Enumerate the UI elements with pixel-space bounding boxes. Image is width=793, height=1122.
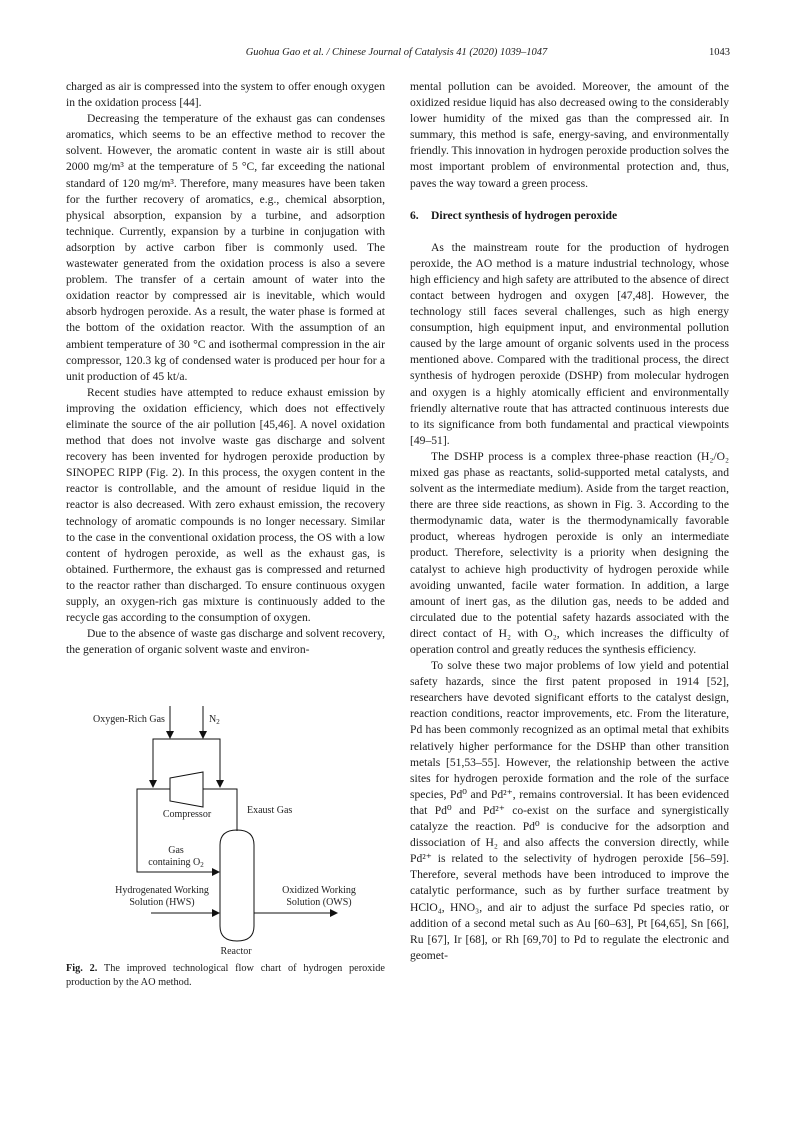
figure-2-flow-chart (66, 700, 385, 965)
paragraph: The DSHP process is a complex three-phase reaction (H₂/O₂ mixed gas phase as reactants, solid-supported metal catalysts, and solvent as the intermediate medium). Aside from the target reaction, there are three side reactions, as shown in Fig. 3. According to the thermodynamic data, water is the thermodynamically favorable product, whereas hydrogen peroxide is only an intermediate product. Therefore, selectivity is a priority when designing the catalyst to achieve high productivity of hydrogen peroxide while avoiding unwanted, facile water formation. In addition, a large amount of inert gas, as the dilution gas, needs to be added and circulated due to the potential safety hazards associated with the direct contact of H₂ with O₂, which increases the difficulty of operation control and greatly reduces the synthesis efficiency. (410, 449, 729, 656)
section-number: 6. (410, 208, 419, 222)
manifold-line (153, 739, 220, 784)
label-hws-line2: Solution (HWS) (129, 897, 195, 908)
paragraph: Due to the absence of waste gas discharge and solvent recovery, the generation of organic solvent waste and environ- (66, 627, 385, 657)
label-compressor: Compressor (162, 809, 212, 820)
label-ows-line2: Solution (OWS) (286, 897, 352, 908)
paragraph: To solve these two major problems of low yield and potential safety hazards, since the first patent proposed in 1914 [52], researchers have devoted significant efforts to the catalyst design, reaction conditions, reactor improvements, etc. From the literature, Pd has been commonly recognized as an optimal metal that exhibits relatively higher performance for the DSHP than other transition metals [51,53–55]. However, the relationship between the active sites for hydrogen peroxide formation and the role of the surface species, Pd⁰ and Pd²⁺, remains controversial. It has been evidenced that Pd⁰ and Pd²⁺ co-exist on the surface and synergistically catalyze the reaction. Pd⁰ is conducive for the adsorption and dissociation of H₂ and also affects the conversion directly, while Pd²⁺ is related to the selectivity of hydrogen peroxide [56–59]. Therefore, several methods have been introduced to improve the catalytic performance, such as by further surface treatment by HClO₄, HNO₃, and air to adjust the surface Pd species ratio, or addition of a second metal such as Au [60–63], Pt [64,65], Sn [66], Ru [67], Ir [68], or Rh [69,70] to Pd to regulate the electronic and geomet- (410, 659, 729, 962)
paragraph: Recent studies have attempted to reduce exhaust emission by improving the oxidation efficiency, which does not effectively eliminate the source of the air pollution [45,46]. A novel oxidation method that does not involve waste gas discharge and solvent recovery has been invented for hydrogen peroxide production by SINOPEC RIPP (Fig. 2). In this process, the oxygen content in the reactor is controllable, and the amount of residue liquid in the reactor is also decreased. With zero exhaust emission, the recovery technology of aromatic compounds is no longer necessary. Similar to the case in the conventional oxidation process, the OS with a low content of hydrogen peroxide, as well as the exhaust gas, is obtained. Furthermore, the exhaust gas is compressed and returned to the reactor rather than discharged. To ensure continuous oxygen supply, an oxygen-rich gas mixture is continuously added to the recycle gas according to the consumption of oxygen. (66, 385, 385, 625)
paragraph: charged as air is compressed into the system to offer enough oxygen in the oxidation process [44]. (66, 80, 385, 110)
flow-chart-diagram (66, 700, 385, 965)
paragraph: Decreasing the temperature of the exhaust gas can condenses aromatics, which seems to be an effective method to recover the solvent. However, the aromatic content in waste air is still about 2000 mg/m³ at the temperature of 5 °C, far exceeding the national standard of 120 mg/m³. Therefore, many measures have been taken for the further recovery of aromatics, e.g., chemical absorption, physical absorption, expansion by a turbine, and adsorption technique. Currently, expansion by a turbine in conjugation with adsorption by active carbon fiber is commonly used. The wastewater generated from the oxidation process is also a severe problem. The transfer of a certain amount of water into the oxidation reactor by compressed air is inevitable, which would absorb hydrogen peroxide. As a result, the water phase is formed at the bottom of the oxidation reactor. With the assumption of an ambient temperature of 30 °C and isothermal compression in the air compressor, 120.3 kg of condensed water is produced per hour for a unit production of 45 kt/a. (66, 112, 385, 383)
left-column (66, 79, 385, 658)
label-ows-line1: Oxidized Working (282, 885, 356, 896)
section-title: Direct synthesis of hydrogen peroxide (431, 208, 618, 222)
journal-reference: Guohua Gao et al. / Chinese Journal of Catalysis 41 (2020) 1039–1047 (245, 47, 548, 58)
label-exhaust-gas: Exaust Gas (247, 805, 293, 816)
paragraph: As the mainstream route for the production of hydrogen peroxide, the AO method is a mature industrial technology, whose high efficiency and high safety are attributed to the absence of direct contact between hydrogen and oxygen [47,48]. However, the technology still faces several challenges, such as high energy consumption, high equipment input, and environmental pollution caused by the large amount of organic solvents used in the process mentioned above. Compared with the traditional process, the direct synthesis of hydrogen peroxide (DSHP) from molecular hydrogen and oxygen is a highly atomically efficient and environmentally friendly alternative route that has attracted continuous interests due to its significance from both fundamental and practical viewpoints [49–51]. (410, 240, 729, 447)
label-reactor: Reactor (220, 946, 252, 957)
paragraph: mental pollution can be avoided. Moreover, the amount of the oxidized residue liquid has also decreased owing to the considerably lower humidity of the mixed gas than the compressed air. In summary, this method is safe, energy-saving, and environmentally friendly. This innovation in hydrogen peroxide production solves the most important problem of environmental protection and, thus, paves the way toward a green process. (410, 80, 729, 190)
label-n2: $N_2$ (209, 714, 220, 726)
page-number: 1043 (709, 47, 730, 58)
label-containing-o2: containing $O_2$ (148, 857, 204, 869)
figure-caption (66, 962, 385, 990)
right-column (410, 79, 729, 964)
reactor-vessel (220, 830, 254, 941)
compressor-symbol (170, 772, 203, 807)
caption-text: The improved technological flow chart of hydrogen peroxide production by the AO method. (66, 963, 385, 988)
caption-label: Fig. 2. (66, 963, 98, 974)
label-hws-line1: Hydrogenated Working (115, 885, 209, 896)
running-header (0, 47, 793, 63)
section-heading (410, 208, 729, 224)
label-oxygen-rich-gas: Oxygen-Rich Gas (93, 714, 165, 725)
label-gas: Gas (168, 845, 184, 856)
